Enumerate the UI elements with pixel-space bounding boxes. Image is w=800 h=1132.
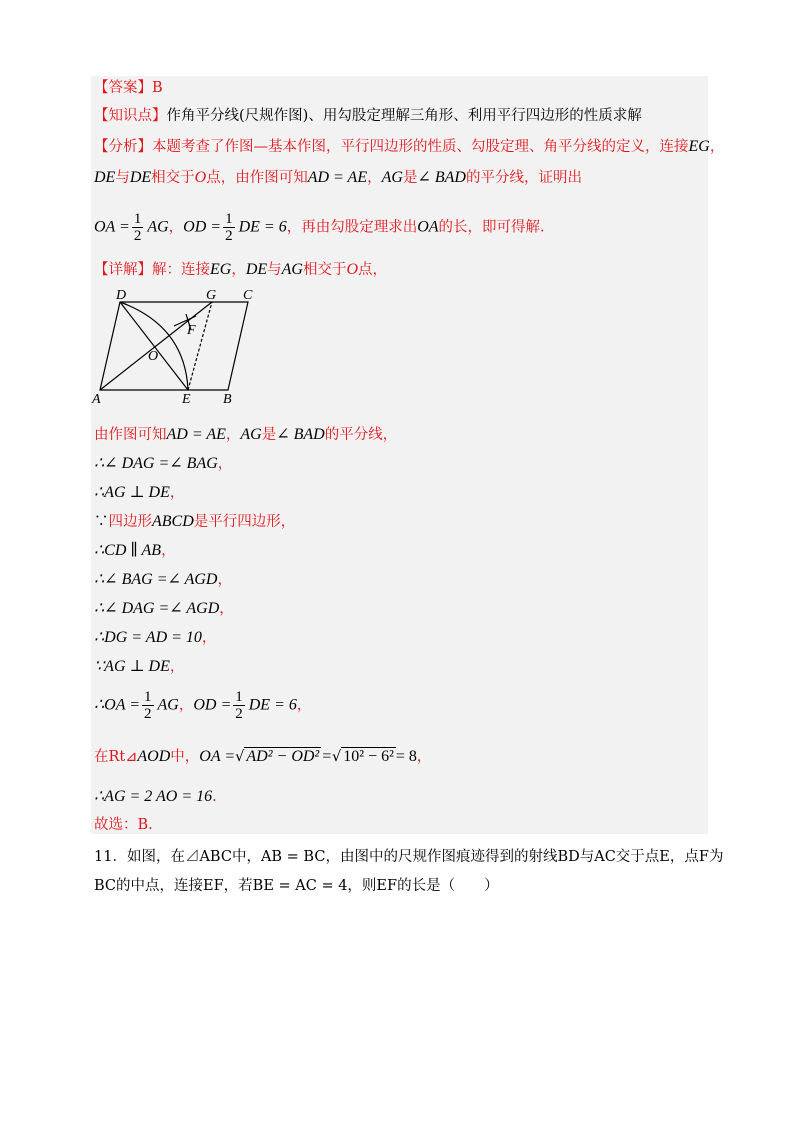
text: 的长，即可得解.	[438, 219, 545, 236]
label-e: E	[182, 392, 191, 406]
math-o: O	[346, 261, 359, 278]
math-o: O	[194, 169, 207, 186]
denominator: 2	[235, 706, 243, 722]
label-g: G	[206, 288, 217, 303]
knowledge-tag: 【知识点】	[94, 108, 167, 124]
math: ∴∠ BAG =∠ AGD	[94, 571, 218, 588]
question-text-1: 11．如图，在⊿ABC中，AB = BC，由图中的尺规作图痕迹得到的射线BD与AC交于点E，点F为	[94, 849, 724, 865]
text: 解：连接	[152, 262, 210, 278]
math: ∴CD ∥ AB	[94, 542, 162, 559]
analysis-line-3	[94, 211, 545, 244]
because-symbol: ∵	[94, 514, 109, 530]
radicand: 10² − 6²	[343, 748, 394, 765]
math: OD =	[193, 696, 232, 714]
fraction	[142, 689, 154, 722]
step-9	[94, 657, 184, 677]
numerator: 1	[144, 689, 152, 705]
punct: ，	[161, 543, 176, 559]
punct: ，	[225, 427, 241, 443]
question-text-2: BC的中点，连接EF，若BE = AC = 4，则EF的长是（ ）	[94, 878, 499, 894]
analysis-line-2	[94, 168, 582, 188]
math: ABCD	[152, 513, 194, 530]
math-ag: AG	[281, 261, 303, 278]
step-4	[94, 512, 295, 532]
label-o: O	[148, 349, 159, 364]
knowledge-line	[94, 106, 642, 126]
math-oa: OA	[417, 218, 439, 236]
label-f: F	[187, 323, 196, 338]
punct: ，	[296, 697, 312, 714]
text: 由作图可知	[94, 427, 167, 443]
math-ag: AG	[381, 169, 403, 186]
question-line-1	[94, 847, 723, 867]
segment-de	[120, 302, 188, 390]
math: DE = 6	[248, 696, 297, 714]
math: AG	[157, 696, 179, 714]
label-c: C	[243, 288, 253, 303]
math: ∴DG = AD = 10	[94, 629, 202, 646]
math: AG	[240, 426, 262, 443]
math: AOD	[137, 748, 171, 765]
step-10	[94, 689, 311, 722]
math: ∴∠ DAG =∠ AGD	[94, 600, 220, 617]
punct: ，	[169, 659, 185, 675]
answer-tag: 【答案】	[94, 80, 152, 96]
punct: ，	[231, 262, 246, 278]
step-12	[94, 787, 217, 807]
math: AD = AE	[166, 426, 226, 443]
step-3	[94, 483, 184, 503]
analysis-line-1	[94, 137, 724, 157]
dashed-eg	[188, 302, 212, 390]
math: ∴OA =	[94, 696, 141, 714]
fraction	[233, 689, 245, 722]
math-eg: EG	[688, 138, 710, 155]
text: 的平分线，证明出	[465, 170, 582, 186]
step-2	[94, 454, 232, 474]
step-1	[94, 425, 397, 445]
math-ag: AG	[147, 218, 169, 236]
question-line-2	[94, 876, 499, 896]
punct: ，	[709, 139, 725, 155]
punct: ，	[217, 572, 232, 588]
math-de: DE	[245, 261, 268, 278]
math-angle-bad: ∠ BAD	[417, 169, 466, 186]
text: 是	[402, 170, 418, 186]
numerator: 1	[225, 211, 233, 227]
punct: ，	[217, 456, 233, 472]
detail-line	[94, 260, 387, 280]
denominator: 2	[225, 228, 233, 244]
text: 相交于	[302, 262, 347, 278]
math-ad-ae: AD = AE	[307, 169, 368, 186]
punct: ，	[367, 170, 382, 186]
text: 点，由作图可知	[206, 170, 308, 186]
math: = 8	[395, 748, 417, 765]
label-a: A	[92, 392, 101, 406]
denominator: 2	[133, 228, 142, 244]
knowledge-text: 作角平分线(尺规作图)、用勾股定理解三角形、利用平行四边形的性质求解	[166, 108, 642, 124]
choose-line	[94, 815, 153, 835]
parallelogram-figure	[90, 286, 265, 406]
punct: ，	[416, 749, 432, 765]
math: ∠ BAD	[276, 426, 325, 443]
math: ∴∠ DAG =∠ BAG	[94, 455, 218, 472]
step-5	[94, 541, 176, 561]
text: 在Rt⊿	[94, 749, 138, 765]
text: 是	[261, 427, 277, 443]
sqrt-sign: √	[235, 749, 245, 765]
sqrt-sign: √	[332, 749, 342, 765]
math-eg: EG	[210, 261, 232, 278]
radicand: AD² − OD²	[246, 748, 320, 765]
text: 中，	[170, 749, 200, 765]
fraction	[223, 211, 235, 244]
step-7	[94, 599, 234, 619]
text: 相交于	[151, 170, 195, 186]
punct: ，	[178, 697, 194, 714]
text: 四边形	[108, 514, 152, 530]
numerator: 1	[133, 211, 142, 227]
math-oa: OA =	[94, 218, 130, 236]
label-d: D	[116, 288, 127, 303]
punct: ，	[169, 485, 185, 501]
text: ，再由勾股定理求出	[286, 219, 418, 236]
math: ∴AG = 2 AO = 16	[94, 788, 213, 805]
math-de: DE	[129, 169, 152, 186]
math: =	[321, 748, 333, 765]
math: ∵AG ⊥ DE	[94, 658, 170, 675]
punct: ，	[219, 601, 234, 617]
fraction	[132, 211, 144, 244]
math: OA =	[199, 748, 236, 765]
punct: .	[212, 789, 217, 805]
text: 是平行四边形，	[193, 514, 296, 530]
numerator: 1	[235, 689, 243, 705]
math-od: OD =	[183, 218, 222, 236]
step-8	[94, 628, 216, 648]
detail-tag: 【详解】	[94, 262, 152, 278]
text: 点，	[358, 262, 388, 278]
label-b: B	[223, 392, 232, 406]
answer-value: B	[152, 80, 163, 96]
analysis-tag: 【分析】	[94, 139, 152, 155]
math-de: DE	[94, 169, 116, 186]
text: 与	[115, 170, 130, 186]
answer-line	[94, 78, 163, 98]
choose-text: 故选：B.	[94, 817, 153, 833]
punct: ，	[168, 219, 184, 236]
text: 与	[267, 262, 282, 278]
parallelogram-abcd	[100, 302, 248, 390]
step-11	[94, 747, 431, 767]
punct: ，	[201, 630, 217, 646]
text: 的平分线，	[324, 427, 398, 443]
denominator: 2	[144, 706, 152, 722]
math: ∴AG ⊥ DE	[94, 484, 170, 501]
math-de-6: DE = 6	[238, 218, 287, 236]
analysis-text-1: 本题考查了作图—基本作图，平行四边形的性质、勾股定理、角平分线的定义，连接	[152, 139, 689, 155]
step-6	[94, 570, 232, 590]
